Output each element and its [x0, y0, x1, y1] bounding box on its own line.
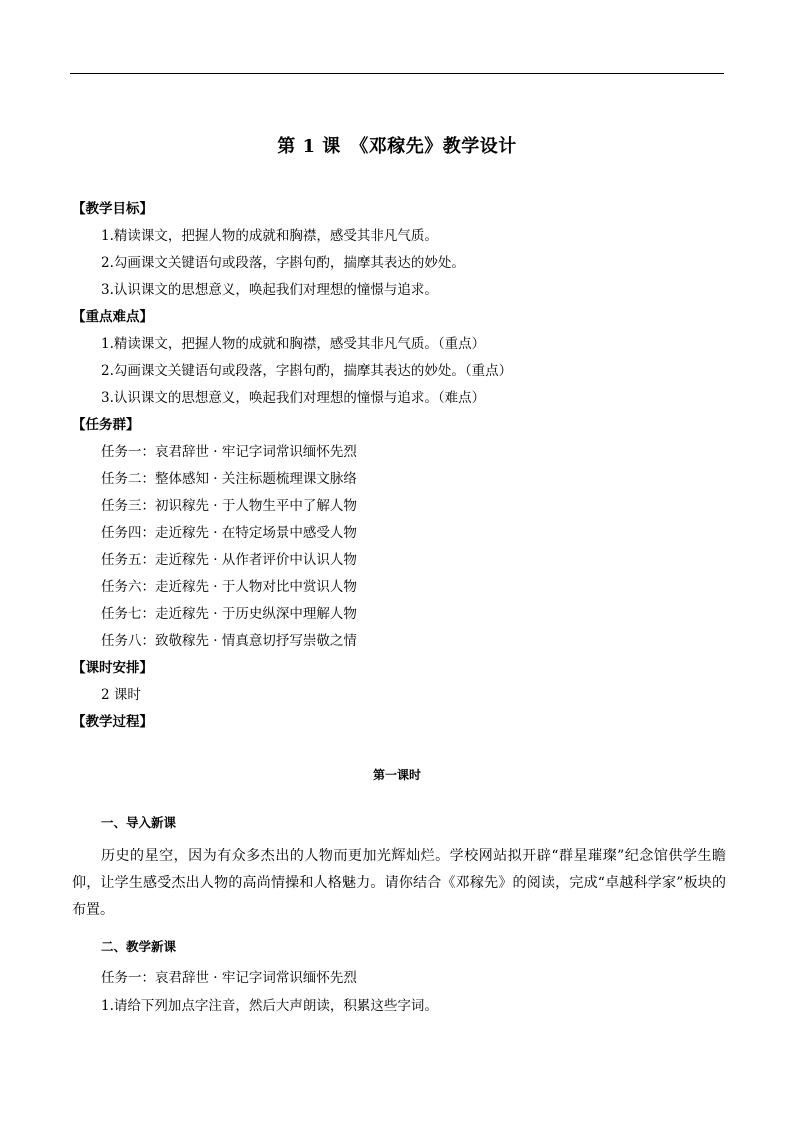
process-heading: 【教学过程】	[72, 714, 153, 730]
intro-paragraph: 历史的星空，因为有众多杰出的人物而更加光辉灿烂。学校网站拟开辟“群星璀璨”纪念馆供学生瞻仰，让学生感受杰出人物的高尚情操和人格魅力。请你结合《邓稼先》的阅读，完成“卓越科学家”板块的布置。	[72, 848, 726, 918]
task-item: 任务二：整体感知 · 关注标题梳理课文脉络	[101, 471, 357, 487]
key-point-item: 1.精读课文，把握人物的成就和胸襟，感受其非凡气质。（重点）	[101, 336, 486, 352]
key-points-heading: 【重点难点】	[72, 309, 153, 325]
page-title: 第 1 课 《邓稼先》教学设计	[277, 136, 517, 157]
task-item: 任务四：走近稼先 · 在特定场景中感受人物	[101, 525, 357, 541]
part1-heading: 一、导入新课	[101, 815, 177, 830]
tasks-heading: 【任务群】	[72, 417, 140, 433]
objective-item: 2.勾画课文关键语句或段落，字斟句酌，揣摩其表达的妙处。	[101, 255, 465, 271]
objective-item: 1.精读课文，把握人物的成就和胸襟，感受其非凡气质。	[101, 228, 438, 244]
task1-line: 任务一：哀君辞世 · 牢记字词常识缅怀先烈	[101, 970, 357, 986]
schedule-value: 2 课时	[101, 687, 141, 703]
task-item: 任务六：走近稼先 · 于人物对比中赏识人物	[101, 579, 357, 595]
task-item: 任务一：哀君辞世 · 牢记字词常识缅怀先烈	[101, 444, 357, 460]
objectives-heading: 【教学目标】	[72, 201, 153, 217]
lesson-title: 第一课时	[372, 768, 421, 782]
task-item: 任务八：致敬稼先 · 情真意切抒写崇敬之情	[101, 633, 357, 649]
task-item: 任务五：走近稼先 · 从作者评价中认识人物	[101, 552, 357, 568]
exercise-1: 1.请给下列加点字注音，然后大声朗读，积累这些字词。	[101, 998, 438, 1014]
key-point-item: 3.认识课文的思想意义，唤起我们对理想的憧憬与追求。（难点）	[101, 390, 486, 406]
header-rule	[70, 73, 724, 74]
task-item: 任务七：走近稼先 · 于历史纵深中理解人物	[101, 606, 357, 622]
schedule-heading: 【课时安排】	[72, 660, 153, 676]
key-point-item: 2.勾画课文关键语句或段落，字斟句酌，揣摩其表达的妙处。（重点）	[101, 363, 513, 379]
objective-item: 3.认识课文的思想意义，唤起我们对理想的憧憬与追求。	[101, 282, 438, 298]
task-item: 任务三：初识稼先 · 于人物生平中了解人物	[101, 498, 357, 514]
part2-heading: 二、教学新课	[101, 939, 177, 954]
